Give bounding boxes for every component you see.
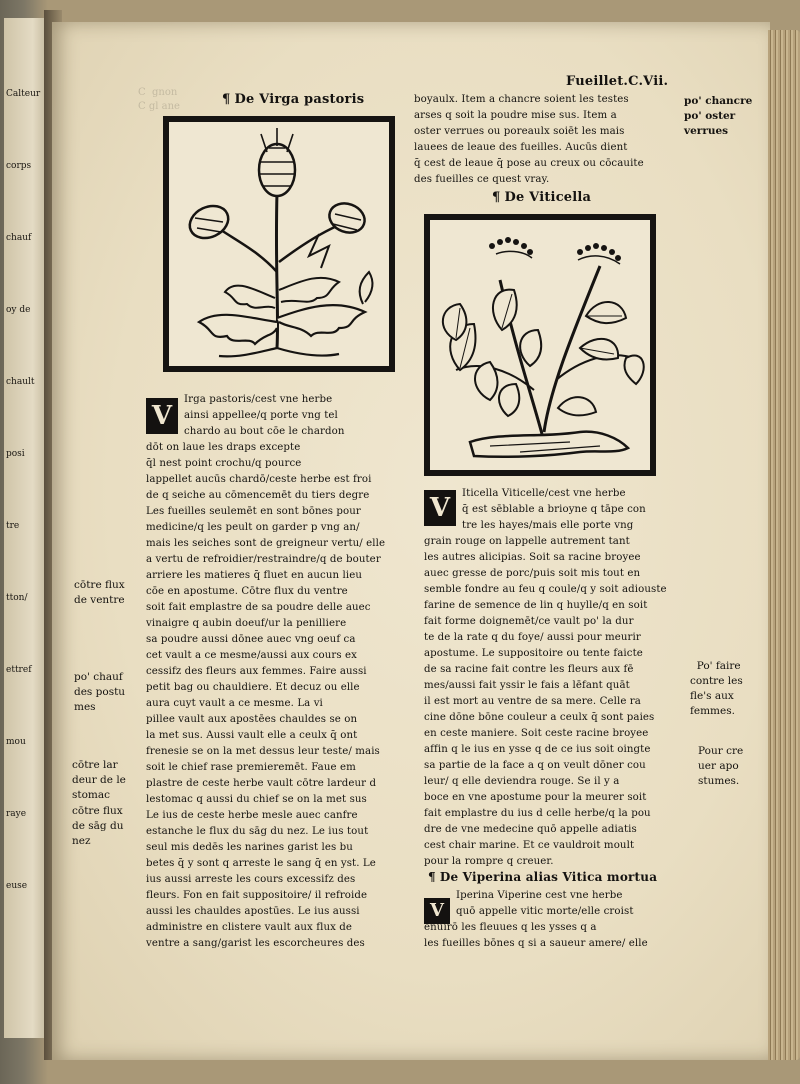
text-line: sa partie de la face a q on veult dōner cou	[424, 760, 646, 771]
text-line: grain rouge on lappelle autrement tant	[424, 536, 630, 547]
text-line: des fueilles ce quest vray.	[414, 174, 550, 185]
right-bottom-title-text: De Viperina alias Vitica mortua	[439, 870, 658, 884]
text-line: oster verrues ou poreaulx soiēt les mais	[414, 126, 625, 137]
text-line: apostume. Le suppositoire ou tente faicte	[424, 648, 643, 659]
facing-page-fragment: raye	[6, 809, 27, 819]
right-column-title	[492, 190, 591, 205]
text-line: Irga pastoris/cest vne herbe	[184, 394, 333, 405]
facing-page-fragment: tton/	[6, 593, 28, 603]
page-stack-edge	[768, 30, 800, 1060]
text-line: mes/aussi fait yssir le fais a lēfant quāt	[424, 680, 630, 691]
pilcrow-icon: ¶	[428, 870, 436, 884]
margin-note-apostumes: po' chauf des postu mes	[74, 671, 126, 713]
text-line: seul mis dedēs les narines garist les bu	[146, 842, 353, 853]
right-dropcap: V	[424, 490, 456, 526]
text-line: Iperina Viperine cest vne herbe	[456, 890, 623, 901]
margin-note-sang-nez: cōtre flux de sāg du nez	[72, 805, 124, 847]
right-bottom-text	[424, 888, 686, 952]
text-line: te de la rate q du foye/ aussi pour meurir	[424, 632, 641, 643]
right-bottom-title	[428, 870, 657, 884]
text-line: arriere les matieres q̄ fluet en aucun lieu	[146, 570, 363, 581]
right-column-text	[424, 486, 686, 870]
facing-page-fragment: euse	[6, 881, 28, 891]
right-title-text: De Viticella	[504, 190, 592, 205]
text-line: dōt on laue les draps excepte	[146, 442, 301, 453]
facing-page-fragment: chauf	[6, 233, 32, 243]
text-line: boyaulx. Item a chancre soient les testes	[414, 94, 629, 105]
text-line: la met sus. Aussi vault elle a ceulx q̄ ont	[146, 730, 358, 741]
text-line: estanche le flux du sāg du nez. Le ius tout	[146, 826, 369, 837]
text-line: quō appelle vitic morte/elle croist	[456, 906, 634, 917]
text-line: fait forme doignemēt/ce vault po' la dur	[424, 616, 634, 627]
thistle-illustration	[169, 122, 389, 366]
text-line: cine dōne bōne couleur a ceulx q̄ sont paies	[424, 712, 655, 723]
text-line: q̄l nest point crochu/q pource	[146, 458, 302, 469]
text-line: pour la rompre q creuer.	[424, 856, 554, 867]
facing-page-fragment: posi	[6, 449, 25, 459]
text-line: administre en clistere vault aux flux de	[146, 922, 353, 933]
text-line: chardo au bout cōe le chardon	[184, 426, 345, 437]
text-line: soit le chief rase premieremēt. Faue em	[146, 762, 356, 773]
margin-note-estomac: cōtre lar deur de le stomac	[72, 759, 126, 801]
text-line: il est mort au ventre de sa mere. Celle ra	[424, 696, 641, 707]
text-line: boce en vne apostume pour la meurer soit	[424, 792, 647, 803]
text-line: les fueilles bōnes q si a saueur amere/ elle	[424, 938, 648, 949]
text-line: en ceste maniere. Soit ceste racine broyee	[424, 728, 649, 739]
right-bottom-dropcap: V	[424, 898, 450, 924]
text-line: betes q̄ y sont q arreste le sang q̄ en yst. Le	[146, 858, 376, 869]
text-line: fleurs. Fon en fait suppositoire/ il refroide	[146, 890, 368, 901]
text-line: aussi les chauldes apostūes. Le ius aussi	[146, 906, 360, 917]
text-line: les autres alicipias. Soit sa racine broyee	[424, 552, 641, 563]
text-line: vinaigre q aubin doeuf/ur la penilliere	[146, 618, 347, 629]
text-line: cōe en apostume. Cōtre flux du ventre	[146, 586, 348, 597]
left-title-text: De Virga pastoris	[234, 92, 365, 107]
text-line: cessifz des fleurs aux femmes. Faire aussi	[146, 666, 367, 677]
woodcut-virga-pastoris	[163, 116, 395, 372]
vine-illustration	[430, 220, 650, 470]
right-column-top-text	[414, 92, 684, 188]
text-line: frenesie se on la met dessus leur teste/ mais	[146, 746, 380, 757]
show-through-text: C gnon C gl ane	[138, 87, 180, 112]
text-line: farine de semence de lin q huylle/q en soit	[424, 600, 648, 611]
text-line: affin q le ius en ysse q de ce ius soit oingte	[424, 744, 651, 755]
text-line: enuirō les fleuues q les ysses q a	[424, 922, 597, 933]
text-line: Les fueilles seulemēt en sont bōnes pour	[146, 506, 361, 517]
margin-note-fleurs-femmes	[690, 644, 743, 719]
text-line: cest chair marine. Et ce vauldroit moult	[424, 840, 635, 851]
facing-page-fragment: Calteur	[6, 89, 41, 99]
pilcrow-icon: ¶	[492, 190, 501, 205]
text-line: arses q soit la poudre mise sus. Item a	[414, 110, 617, 121]
text-line: cet vault a ce mesme/aussi aux cours ex	[146, 650, 357, 661]
text-line: dre de vne medecine quō appelle adiatis	[424, 824, 637, 835]
facing-page-fragment: ettref	[6, 665, 32, 675]
text-line: auec gresse de porc/puis soit mis tout en	[424, 568, 641, 579]
facing-page-fragment: chault	[6, 377, 35, 387]
text-line: medicine/q les peult on garder p vng an/	[146, 522, 360, 533]
facing-page-fragment: mou	[6, 737, 26, 747]
text-line: semble fondre au feu q coule/q y soit adiouste	[424, 584, 667, 595]
woodcut-viticella	[424, 214, 656, 476]
text-line: aura cuyt vault a ce mesme. La vi	[146, 698, 323, 709]
text-line: de sa racine fait contre les fleurs aux fē	[424, 664, 634, 675]
text-line: mais les seiches sont de greigneur vertu/ elle	[146, 538, 386, 549]
left-dropcap: V	[146, 398, 178, 434]
margin-note-chancre-verrues: po' chancre po' oster verrues	[684, 95, 753, 137]
margin-note-creuer-apostumes: Pour cre uer apo stumes.	[698, 745, 744, 787]
text-line: tre les hayes/mais elle porte vng	[462, 520, 634, 531]
text-line: a vertu de refroidier/restraindre/q de bouter	[146, 554, 381, 565]
text-line: ius aussi arreste les cours excessifz des	[146, 874, 356, 885]
facing-page-fragment: corps	[6, 161, 32, 171]
facing-page-fragment: oy de	[6, 305, 31, 315]
text-line: sa poudre aussi dōnee auec vng oeuf ca	[146, 634, 356, 645]
margin-note-flux-ventre: cōtre flux de ventre	[74, 579, 125, 606]
facing-page-fragment: tre	[6, 521, 20, 531]
text-line: Iticella Viticelle/cest vne herbe	[462, 488, 626, 499]
text-line: ventre a sang/garist les escorcheures des	[146, 938, 365, 949]
text-line: pillee vault aux apostēes chauldes se on	[146, 714, 358, 725]
text-line: de q seiche au cōmencemēt du tiers degre	[146, 490, 370, 501]
text-line: lappellet aucūs chardō/ceste herbe est froi	[146, 474, 372, 485]
text-line: q̄ est sēblable a brioyne q tāpe con	[462, 504, 646, 515]
text-line: Le ius de ceste herbe mesle auec canfre	[146, 810, 358, 821]
text-line: fait emplastre du ius d celle herbe/q la pou	[424, 808, 651, 819]
text-line: plastre de ceste herbe vault cōtre lardeur d	[146, 778, 377, 789]
margin-note-fleurs-femmes-text: Po' faire contre les fle's aux femmes.	[690, 660, 743, 717]
text-line: lestomac q aussi du chief se on la met sus	[146, 794, 367, 805]
pilcrow-icon: ¶	[222, 92, 231, 107]
folio-header: Fueillet.C.Vii.	[566, 74, 669, 89]
text-line: q̄ cest de leaue q̄ pose au creux ou cōcauite	[414, 158, 644, 169]
text-line: ainsi appellee/q porte vng tel	[184, 410, 338, 421]
text-line: soit fait emplastre de sa poudre delle auec	[146, 602, 371, 613]
text-line: leur/ q elle deviendra rouge. Se il y a	[424, 776, 620, 787]
text-line: petit bag ou chauldiere. Et decuz ou elle	[146, 682, 360, 693]
text-line: lauees de leaue des fueilles. Aucūs dient	[414, 142, 628, 153]
left-column-title	[222, 92, 364, 107]
left-column-text	[146, 392, 408, 952]
